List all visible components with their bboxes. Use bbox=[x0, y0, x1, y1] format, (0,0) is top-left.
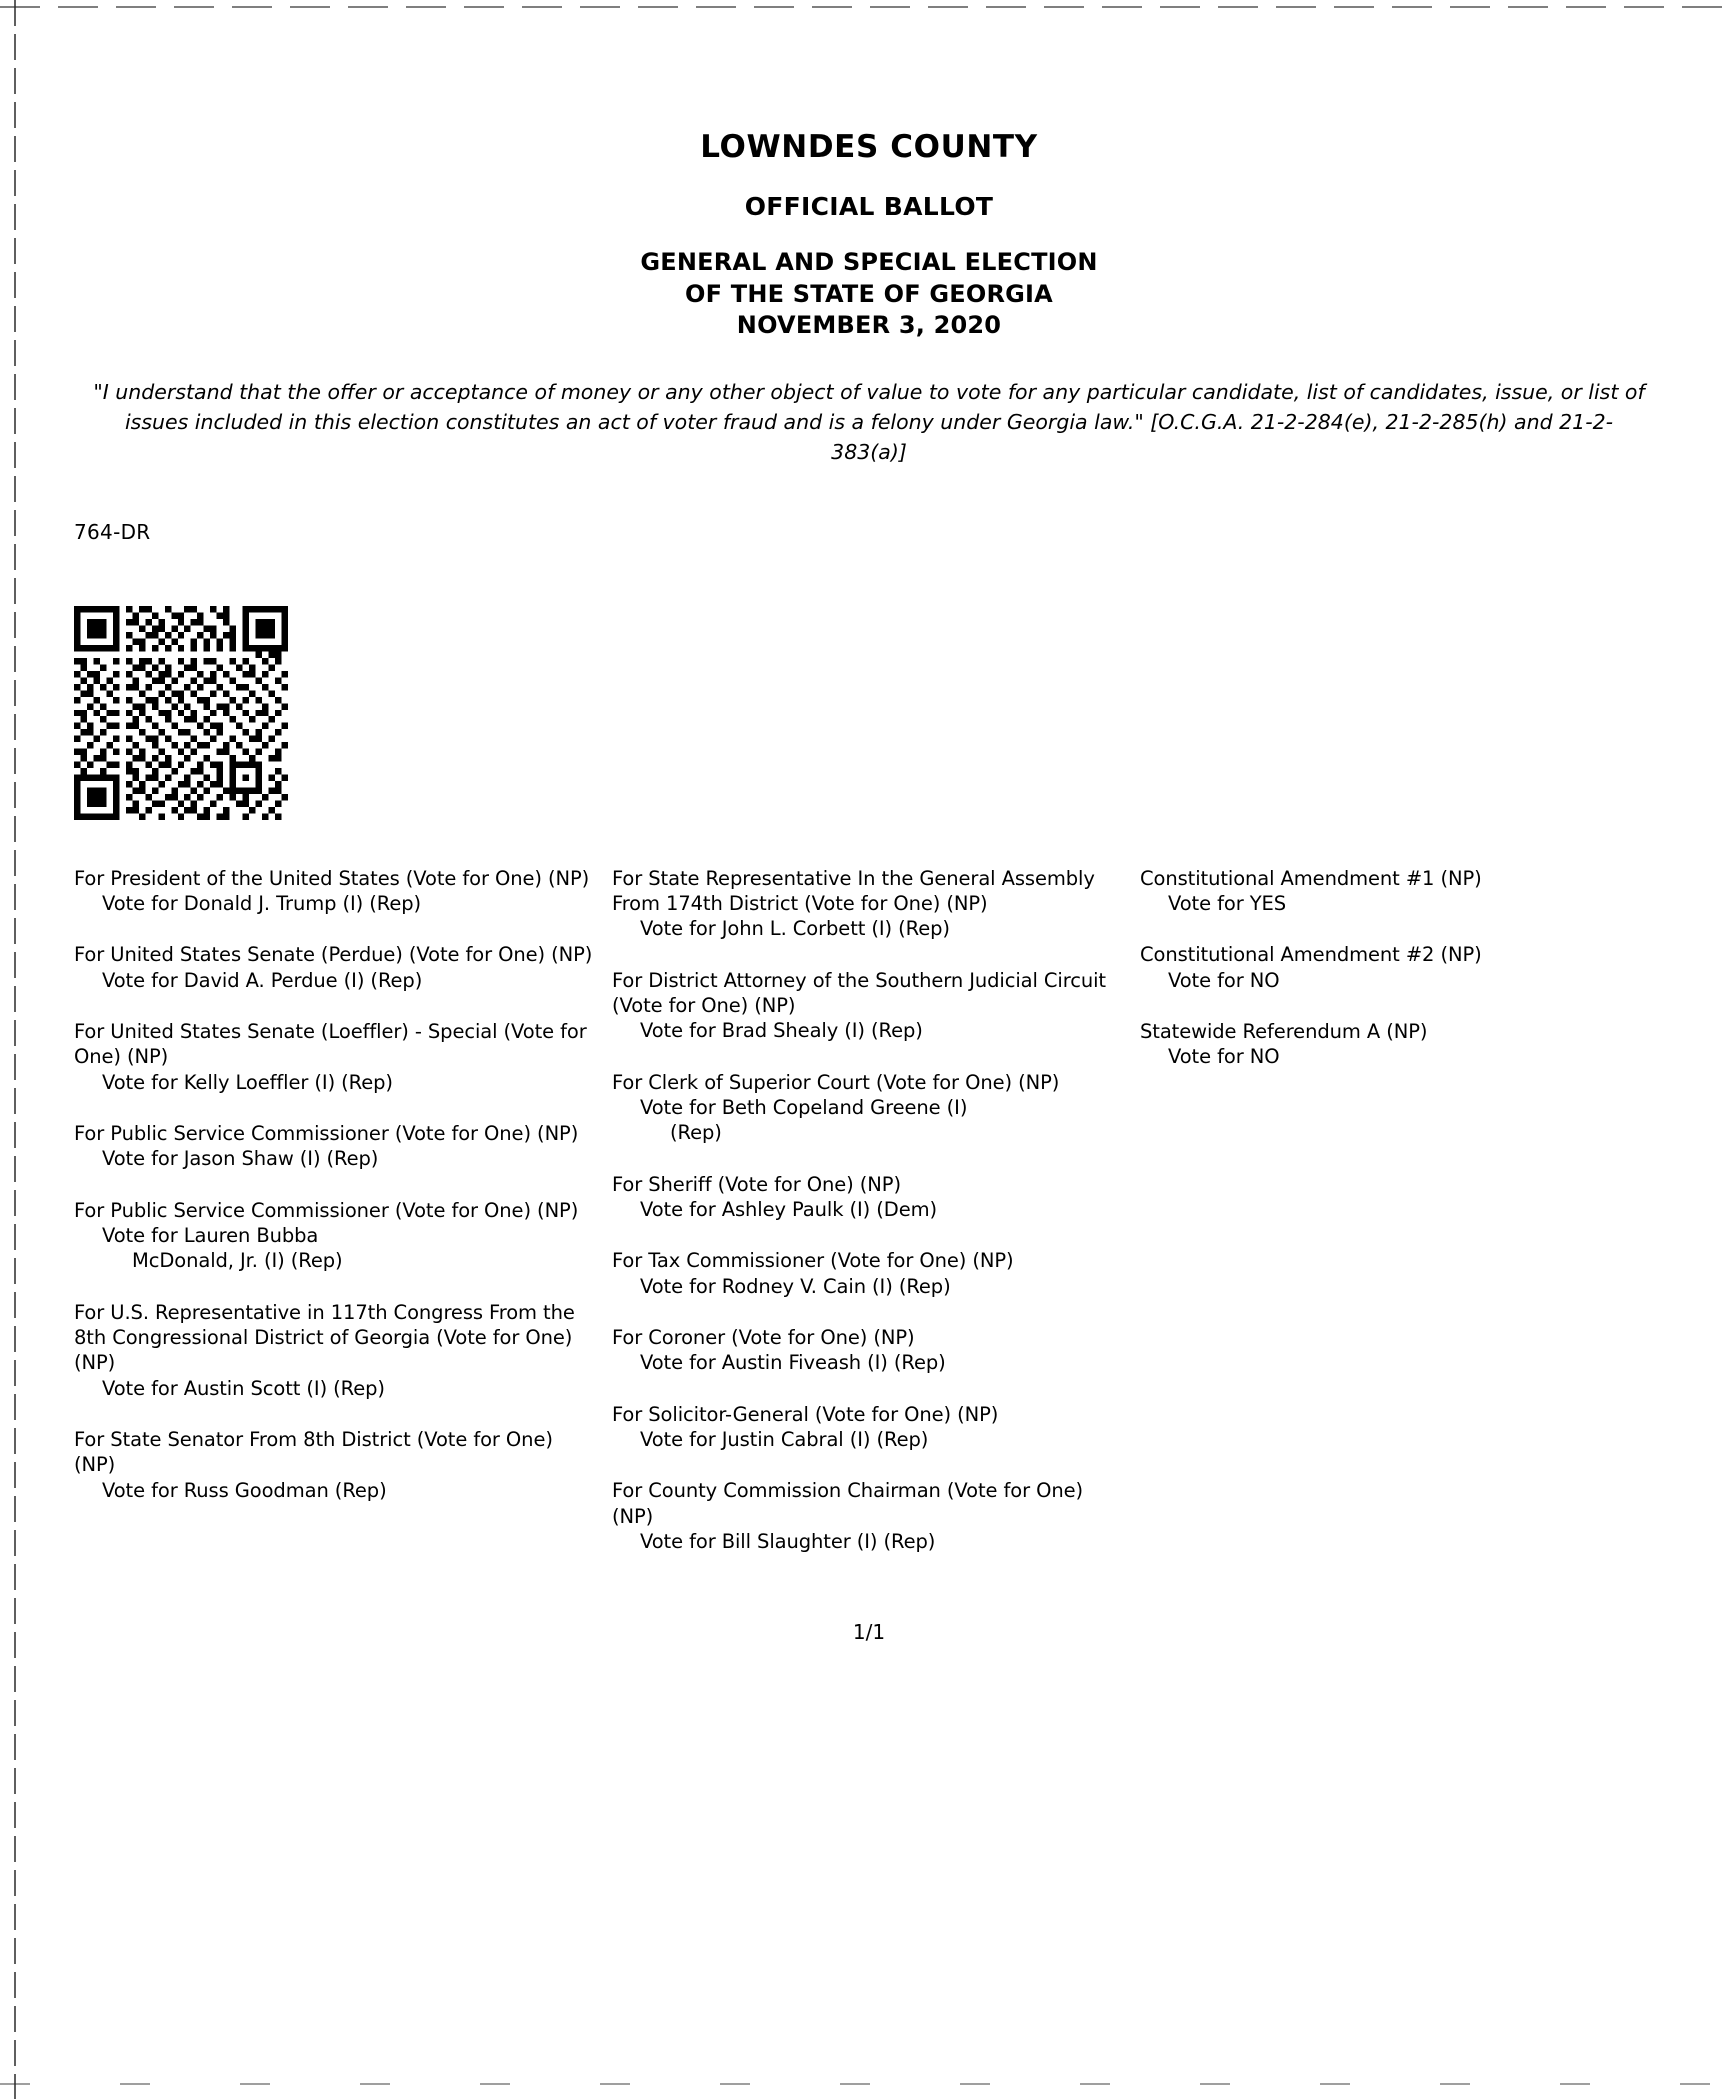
contest-block bbox=[1140, 866, 1646, 917]
election-title-line1: GENERAL AND SPECIAL ELECTION bbox=[640, 247, 1098, 276]
contest-choice: Vote for Kelly Loeffler (I) (Rep) bbox=[102, 1070, 393, 1094]
contest-block bbox=[1140, 1019, 1646, 1070]
contest-block bbox=[74, 1019, 598, 1095]
contest-choice: Vote for Bill Slaughter (I) (Rep) bbox=[640, 1530, 936, 1554]
contest-office: For State Senator From 8th District (Vote for One) (NP) bbox=[74, 1428, 553, 1477]
contest-office: For State Representative In the General Assembly From 174th District (Vote for One) (NP) bbox=[612, 866, 1095, 915]
contest-office: For Solicitor-General (Vote for One) (NP) bbox=[612, 1402, 999, 1426]
contest-block bbox=[612, 1325, 1126, 1376]
ballot-column-3 bbox=[1140, 866, 1660, 1070]
contest-choice: Vote for Austin Scott (I) (Rep) bbox=[102, 1376, 385, 1400]
contest-office: For Clerk of Superior Court (Vote for One) (NP) bbox=[612, 1070, 1060, 1094]
contest-choice: Vote for Russ Goodman (Rep) bbox=[102, 1478, 387, 1502]
scan-edge-bottom bbox=[0, 2083, 1728, 2085]
contest-choice-continuation: (Rep) bbox=[670, 1121, 722, 1145]
contest-office: For Public Service Commissioner (Vote for One) (NP) bbox=[74, 1198, 579, 1222]
contest-block bbox=[612, 1172, 1126, 1223]
contest-choice bbox=[74, 1223, 598, 1274]
contest-block bbox=[74, 866, 598, 917]
contest-block bbox=[74, 1427, 598, 1503]
contest-choice-text: Vote for Lauren Bubba bbox=[102, 1223, 319, 1247]
contest-office: For County Commission Chairman (Vote for One) (NP) bbox=[612, 1479, 1084, 1528]
ballot-content bbox=[64, 0, 1674, 1644]
contest-choice: Vote for NO bbox=[1168, 968, 1280, 992]
contest-office: For Public Service Commissioner (Vote for One) (NP) bbox=[74, 1121, 579, 1145]
election-date: NOVEMBER 3, 2020 bbox=[736, 311, 1002, 340]
contest-office: For Sheriff (Vote for One) (NP) bbox=[612, 1172, 901, 1196]
contest-choice: Vote for Brad Shealy (I) (Rep) bbox=[640, 1019, 923, 1043]
contest-choice: Vote for Rodney V. Cain (I) (Rep) bbox=[640, 1274, 951, 1298]
contest-choice bbox=[612, 1095, 1126, 1146]
contest-choice: Vote for Ashley Paulk (I) (Dem) bbox=[640, 1197, 938, 1221]
contest-office: Constitutional Amendment #2 (NP) bbox=[1140, 943, 1482, 967]
contest-block bbox=[74, 1300, 598, 1401]
ballot-style-id: 764-DR bbox=[74, 519, 151, 544]
page-number: 1/1 bbox=[852, 1620, 886, 1645]
ballot-column-1 bbox=[74, 866, 612, 1504]
contest-choice: Vote for YES bbox=[1168, 891, 1287, 915]
contest-block bbox=[612, 1402, 1126, 1453]
contest-block bbox=[612, 866, 1126, 942]
contest-block bbox=[74, 1121, 598, 1172]
contest-block bbox=[612, 1478, 1126, 1554]
qr-code-icon bbox=[74, 606, 288, 820]
contest-office: For United States Senate (Loeffler) - Special (Vote for One) (NP) bbox=[74, 1019, 587, 1069]
ballot-selections-columns bbox=[74, 866, 1664, 1555]
election-title bbox=[64, 247, 1674, 343]
contest-choice: Vote for John L. Corbett (I) (Rep) bbox=[640, 917, 950, 941]
election-title-line2: OF THE STATE OF GEORGIA bbox=[685, 279, 1053, 308]
county-title: LOWNDES COUNTY bbox=[700, 129, 1038, 165]
contest-block bbox=[74, 1198, 598, 1274]
ballot-column-2 bbox=[612, 866, 1140, 1555]
contest-block bbox=[612, 1248, 1126, 1299]
contest-office: Statewide Referendum A (NP) bbox=[1140, 1019, 1428, 1043]
qr-code-container bbox=[74, 606, 1674, 824]
official-ballot-title: OFFICIAL BALLOT bbox=[744, 191, 994, 221]
contest-block bbox=[1140, 942, 1646, 993]
contest-choice: Vote for Donald J. Trump (I) (Rep) bbox=[102, 891, 422, 915]
contest-choice: Vote for NO bbox=[1168, 1045, 1280, 1069]
contest-choice-text: Vote for Beth Copeland Greene (I) bbox=[640, 1095, 968, 1119]
contest-choice: Vote for Justin Cabral (I) (Rep) bbox=[640, 1428, 929, 1452]
contest-block bbox=[612, 1070, 1126, 1146]
contest-office: For U.S. Representative in 117th Congress From the 8th Congressional District of Georgia (Vote for One) (NP) bbox=[74, 1300, 575, 1375]
contest-choice: Vote for Jason Shaw (I) (Rep) bbox=[102, 1147, 379, 1171]
contest-choice-continuation: McDonald, Jr. (I) (Rep) bbox=[132, 1249, 343, 1273]
contest-block bbox=[74, 942, 598, 993]
contest-office: For District Attorney of the Southern Judicial Circuit (Vote for One) (NP) bbox=[612, 968, 1106, 1017]
contest-office: For Tax Commissioner (Vote for One) (NP) bbox=[612, 1249, 1014, 1273]
contest-office: For United States Senate (Perdue) (Vote for One) (NP) bbox=[74, 943, 593, 967]
contest-office: Constitutional Amendment #1 (NP) bbox=[1140, 866, 1482, 890]
contest-office: For Coroner (Vote for One) (NP) bbox=[612, 1326, 915, 1350]
contest-office: For President of the United States (Vote for One) (NP) bbox=[74, 866, 590, 890]
voter-oath-text: "I understand that the offer or acceptance of money or any other object of value to vote for any particular candidate, list of candidates, issue, or list of issues included in this election constitutes an act of voter fraud and is a felony under Georgia law." [O.C.G.A. 21-2-284(e), 21-2-285(h) and 21-2-383(a)] bbox=[93, 380, 1645, 464]
scan-edge-left bbox=[14, 0, 16, 2099]
contest-choice: Vote for David A. Perdue (I) (Rep) bbox=[102, 968, 423, 992]
contest-block bbox=[612, 968, 1126, 1044]
ballot-header bbox=[64, 128, 1674, 342]
contest-choice: Vote for Austin Fiveash (I) (Rep) bbox=[640, 1351, 946, 1375]
